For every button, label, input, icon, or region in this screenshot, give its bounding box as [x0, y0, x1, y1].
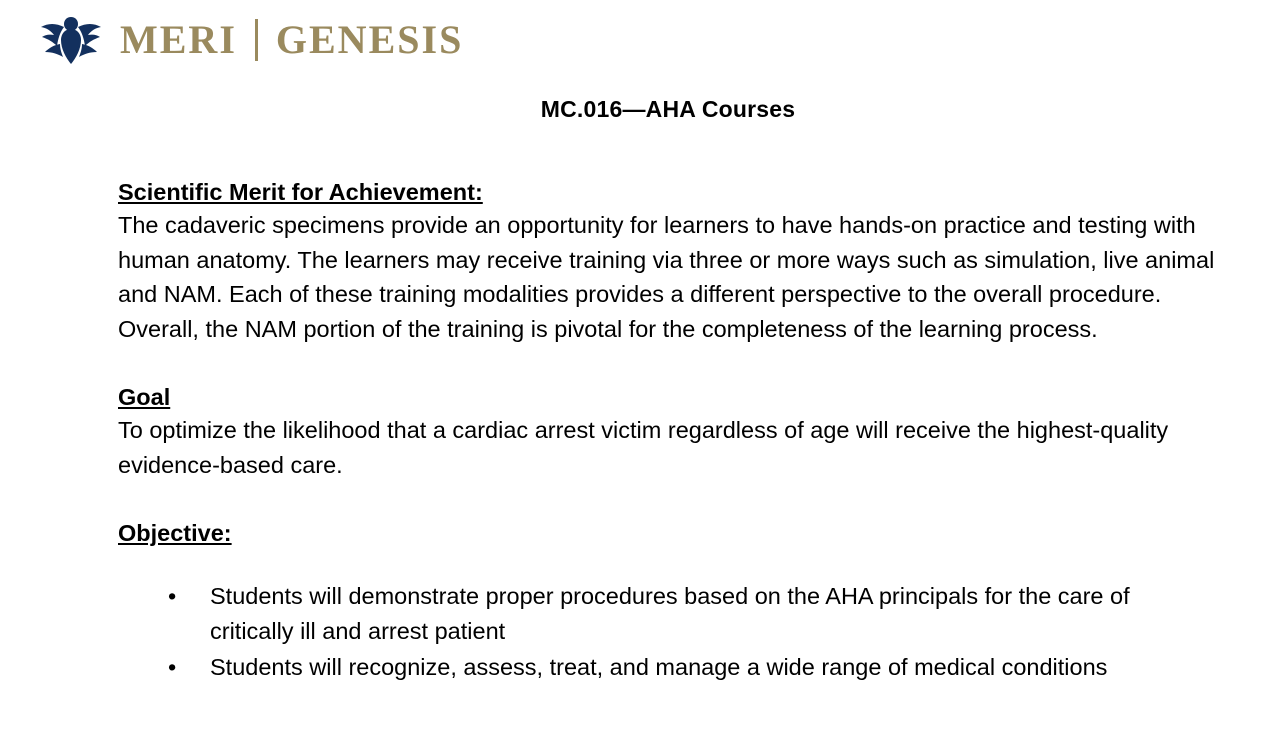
- list-item: [168, 650, 1218, 685]
- brand-wordmark: [120, 19, 463, 61]
- section-heading: Objective:: [118, 520, 232, 546]
- brand-header: [40, 8, 463, 72]
- section-body: To optimize the likelihood that a cardiac arrest victim regardless of age will receive the highest-quality evidence-based care.: [118, 417, 1169, 478]
- bullet-icon: •: [168, 583, 177, 609]
- section-heading: Scientific Merit for Achievement:: [118, 179, 483, 205]
- bullet-icon: •: [168, 654, 177, 680]
- section-objective: [118, 520, 1218, 685]
- section-body: The cadaveric specimens provide an opportunity for learners to have hands-on practice and testing with human anatomy. The learners may receive training via three or more ways such as simulation, live animal and NAM. Each of these training modalities provides a different perspective to the overall procedure. Overall, the NAM portion of the training is pivotal for the completeness of the learning process.: [118, 212, 1215, 342]
- list-item-label: Students will recognize, assess, treat, and manage a wide range of medical conditions: [210, 654, 1108, 680]
- brand-word-genesis: GENESIS: [275, 17, 464, 62]
- list-item: [168, 579, 1218, 648]
- list-item-label: Students will demonstrate proper procedures based on the AHA principals for the care of critically ill and arrest patient: [210, 583, 1130, 644]
- section-heading: Goal: [118, 384, 171, 410]
- page-title: MC.016—AHA Courses: [540, 96, 796, 122]
- section-scientific-merit: [118, 179, 1218, 346]
- objective-bullet-list: [118, 579, 1218, 685]
- brand-word-meri: MERI: [120, 17, 237, 62]
- phoenix-wings-icon: [40, 11, 102, 69]
- document-content: [118, 96, 1218, 687]
- section-goal: [118, 384, 1218, 482]
- brand-separator: [255, 19, 258, 61]
